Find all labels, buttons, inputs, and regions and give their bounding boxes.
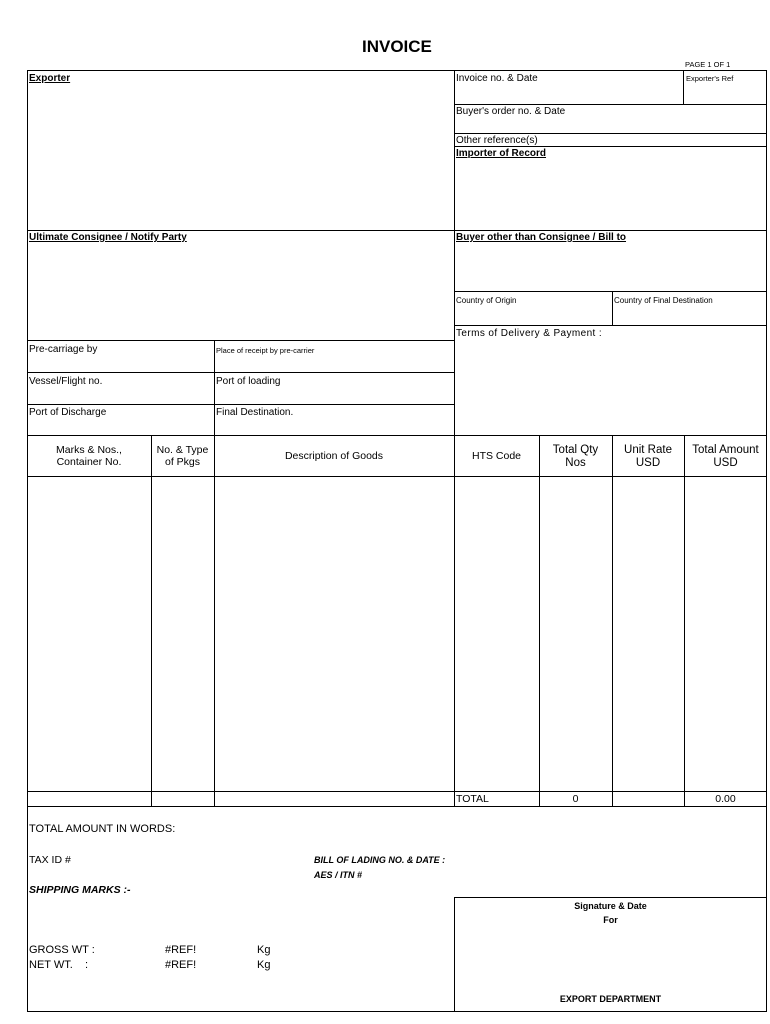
gross-wt-unit: Kg bbox=[257, 944, 271, 956]
col-divider-1 bbox=[151, 435, 152, 807]
header-amount-line1: Total Amount bbox=[692, 444, 759, 456]
vessel-label: Vessel/Flight no. bbox=[29, 376, 103, 387]
header-rate-line2: USD bbox=[635, 457, 661, 470]
line-table-header-bottom bbox=[27, 476, 767, 477]
header-qty-line2: Nos bbox=[565, 457, 586, 470]
line-total-top bbox=[27, 791, 767, 792]
page-title: INVOICE bbox=[362, 37, 432, 56]
line-precarriage-top bbox=[27, 340, 454, 341]
header-qty-line1: Total Qty bbox=[552, 444, 599, 456]
col-divider-6 bbox=[684, 435, 685, 807]
header-marks-line1: Marks & Nos., bbox=[56, 444, 122, 456]
exporters-ref-divider bbox=[683, 70, 684, 104]
total-amount: 0.00 bbox=[715, 793, 736, 805]
line-terms-top bbox=[454, 325, 767, 326]
final-destination-label: Final Destination. bbox=[216, 407, 294, 418]
line-table-header-top bbox=[27, 435, 767, 436]
invoice-no-date-label: Invoice no. & Date bbox=[456, 73, 538, 84]
header-pkgs-line2: of Pkgs bbox=[164, 456, 201, 469]
signature-date-label: Signature & Date bbox=[574, 901, 647, 911]
header-amount bbox=[684, 444, 767, 470]
country-final-destination-label: Country of Final Destination bbox=[614, 296, 713, 305]
header-qty bbox=[539, 444, 612, 470]
col-divider-5 bbox=[612, 435, 613, 807]
country-of-origin-label: Country of Origin bbox=[456, 296, 517, 305]
shipping-marks-label: SHIPPING MARKS :- bbox=[29, 884, 131, 896]
line-buyers-order-bottom bbox=[454, 133, 767, 134]
header-marks-line2: Container No. bbox=[56, 456, 122, 469]
line-country-top bbox=[454, 291, 767, 292]
total-label: TOTAL bbox=[456, 793, 489, 805]
for-label: For bbox=[603, 915, 618, 925]
header-rate-line1: Unit Rate bbox=[624, 444, 672, 456]
importer-of-record-label: Importer of Record bbox=[456, 148, 547, 159]
country-divider bbox=[612, 291, 613, 325]
buyers-order-label: Buyer's order no. & Date bbox=[456, 106, 566, 117]
line-total-bottom bbox=[27, 806, 767, 807]
header-pkgs-line1: No. & Type bbox=[156, 444, 209, 456]
header-amount-line2: USD bbox=[713, 457, 738, 470]
net-wt-unit: Kg bbox=[257, 959, 271, 971]
tax-id-label: TAX ID # bbox=[29, 854, 71, 866]
aes-itn-label: AES / ITN # bbox=[314, 870, 363, 880]
net-wt-label: NET WT. : bbox=[29, 959, 89, 971]
line-discharge-top bbox=[27, 404, 454, 405]
net-wt-value: #REF! bbox=[165, 959, 197, 971]
header-description: Description of Goods bbox=[284, 450, 384, 462]
header-rate bbox=[612, 444, 684, 470]
amount-in-words-label: TOTAL AMOUNT IN WORDS: bbox=[29, 823, 176, 835]
exporters-ref-label: Exporter's Ref bbox=[686, 74, 734, 83]
col-divider-2 bbox=[214, 435, 215, 807]
terms-label: Terms of Delivery & Payment : bbox=[456, 328, 603, 339]
header-hts: HTS Code bbox=[471, 450, 522, 462]
col-divider-3 bbox=[454, 435, 455, 807]
invoice-frame bbox=[27, 70, 767, 1012]
header-marks bbox=[27, 444, 151, 468]
pre-carriage-label: Pre-carriage by bbox=[29, 344, 98, 355]
gross-wt-label: GROSS WT : bbox=[29, 944, 95, 956]
col-divider-4 bbox=[539, 435, 540, 807]
other-reference-label: Other reference(s) bbox=[456, 135, 538, 146]
buyer-other-label: Buyer other than Consignee / Bill to bbox=[456, 232, 627, 243]
line-invoice-bottom bbox=[454, 104, 767, 105]
export-department-label: EXPORT DEPARTMENT bbox=[559, 994, 662, 1004]
page-indicator: PAGE 1 OF 1 bbox=[685, 60, 731, 69]
top-center-divider bbox=[454, 70, 455, 476]
line-vessel-top bbox=[27, 372, 454, 373]
line-other-ref-bottom bbox=[454, 146, 767, 147]
gross-wt-value: #REF! bbox=[165, 944, 197, 956]
ultimate-consignee-label: Ultimate Consignee / Notify Party bbox=[29, 232, 187, 243]
port-of-loading-label: Port of loading bbox=[216, 376, 281, 387]
exporter-label: Exporter bbox=[29, 73, 71, 84]
bill-of-lading-label: BILL OF LADING NO. & DATE : bbox=[314, 855, 446, 865]
port-of-discharge-label: Port of Discharge bbox=[29, 407, 107, 418]
header-pkgs bbox=[151, 444, 214, 468]
total-qty: 0 bbox=[572, 793, 579, 805]
place-of-receipt-label: Place of receipt by pre-carrier bbox=[216, 346, 315, 355]
line-consignee-top bbox=[27, 230, 767, 231]
